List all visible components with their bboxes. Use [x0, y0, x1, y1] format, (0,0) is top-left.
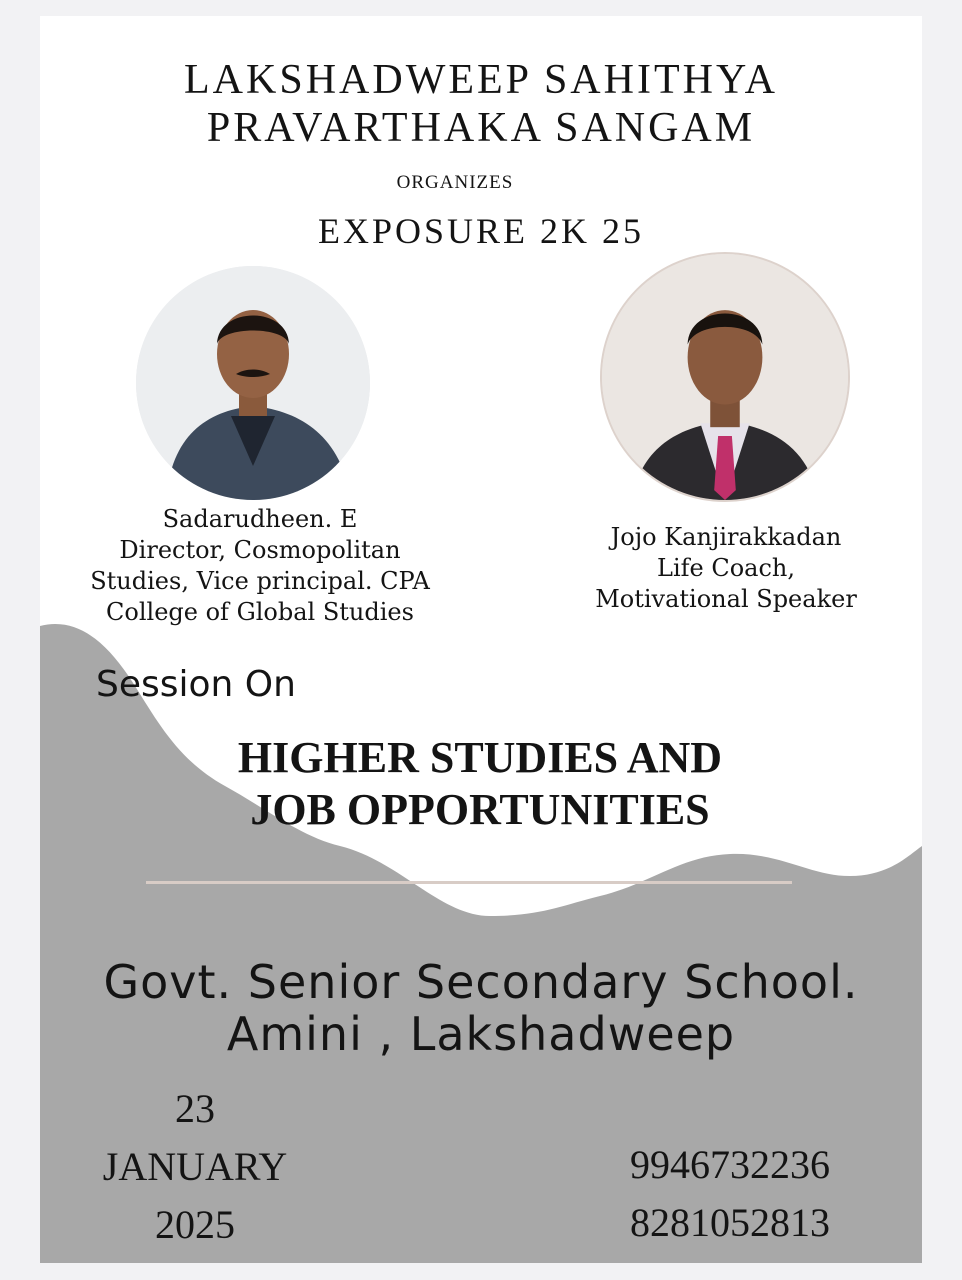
divider — [146, 881, 792, 884]
phone-number: 8281052813 — [630, 1200, 830, 1245]
venue — [50, 956, 912, 1060]
speaker-2-portrait-icon — [602, 254, 848, 500]
organizes-label: ORGANIZES — [396, 172, 514, 193]
speaker-1-photo — [136, 266, 370, 500]
speaker-1-role-line: College of Global Studies — [106, 598, 414, 626]
organization-title — [40, 56, 922, 152]
speaker-2-name: Jojo Kanjirakkadan — [610, 523, 842, 551]
date-month: JANUARY — [102, 1144, 288, 1189]
speaker-2-caption — [536, 522, 916, 615]
phone-number: 9946732236 — [630, 1142, 830, 1187]
topic-line-2: JOB OPPORTUNITIES — [250, 785, 710, 834]
session-topic — [130, 732, 830, 836]
speaker-1-role-line: Director, Cosmopolitan — [119, 536, 401, 564]
speaker-1-name: Sadarudheen. E — [162, 505, 358, 533]
venue-line-2: Amini , Lakshadweep — [226, 1007, 736, 1061]
topic-line-1: HIGHER STUDIES AND — [237, 733, 723, 782]
speaker-1-portrait-icon — [136, 266, 370, 500]
organization-line-1: LAKSHADWEEP SAHITHYA — [184, 57, 778, 103]
speaker-2-photo — [600, 252, 850, 502]
event-name: EXPOSURE 2K 25 — [317, 211, 645, 251]
venue-line-1: Govt. Senior Secondary School. — [103, 955, 859, 1009]
organization-line-2: PRAVARTHAKA SANGAM — [206, 105, 756, 151]
speaker-2-role-line: Motivational Speaker — [595, 585, 857, 613]
gray-wave-background — [40, 16, 922, 1263]
speaker-1-role-line: Studies, Vice principal. CPA — [90, 567, 430, 595]
speaker-1-caption — [50, 504, 470, 628]
speaker-2-role-line: Life Coach, — [657, 554, 795, 582]
session-label: Session On — [96, 664, 296, 705]
date-year: 2025 — [155, 1202, 235, 1247]
event-date — [80, 1080, 310, 1254]
contact-numbers — [570, 1136, 890, 1252]
poster — [40, 16, 922, 1263]
date-day: 23 — [175, 1086, 215, 1131]
